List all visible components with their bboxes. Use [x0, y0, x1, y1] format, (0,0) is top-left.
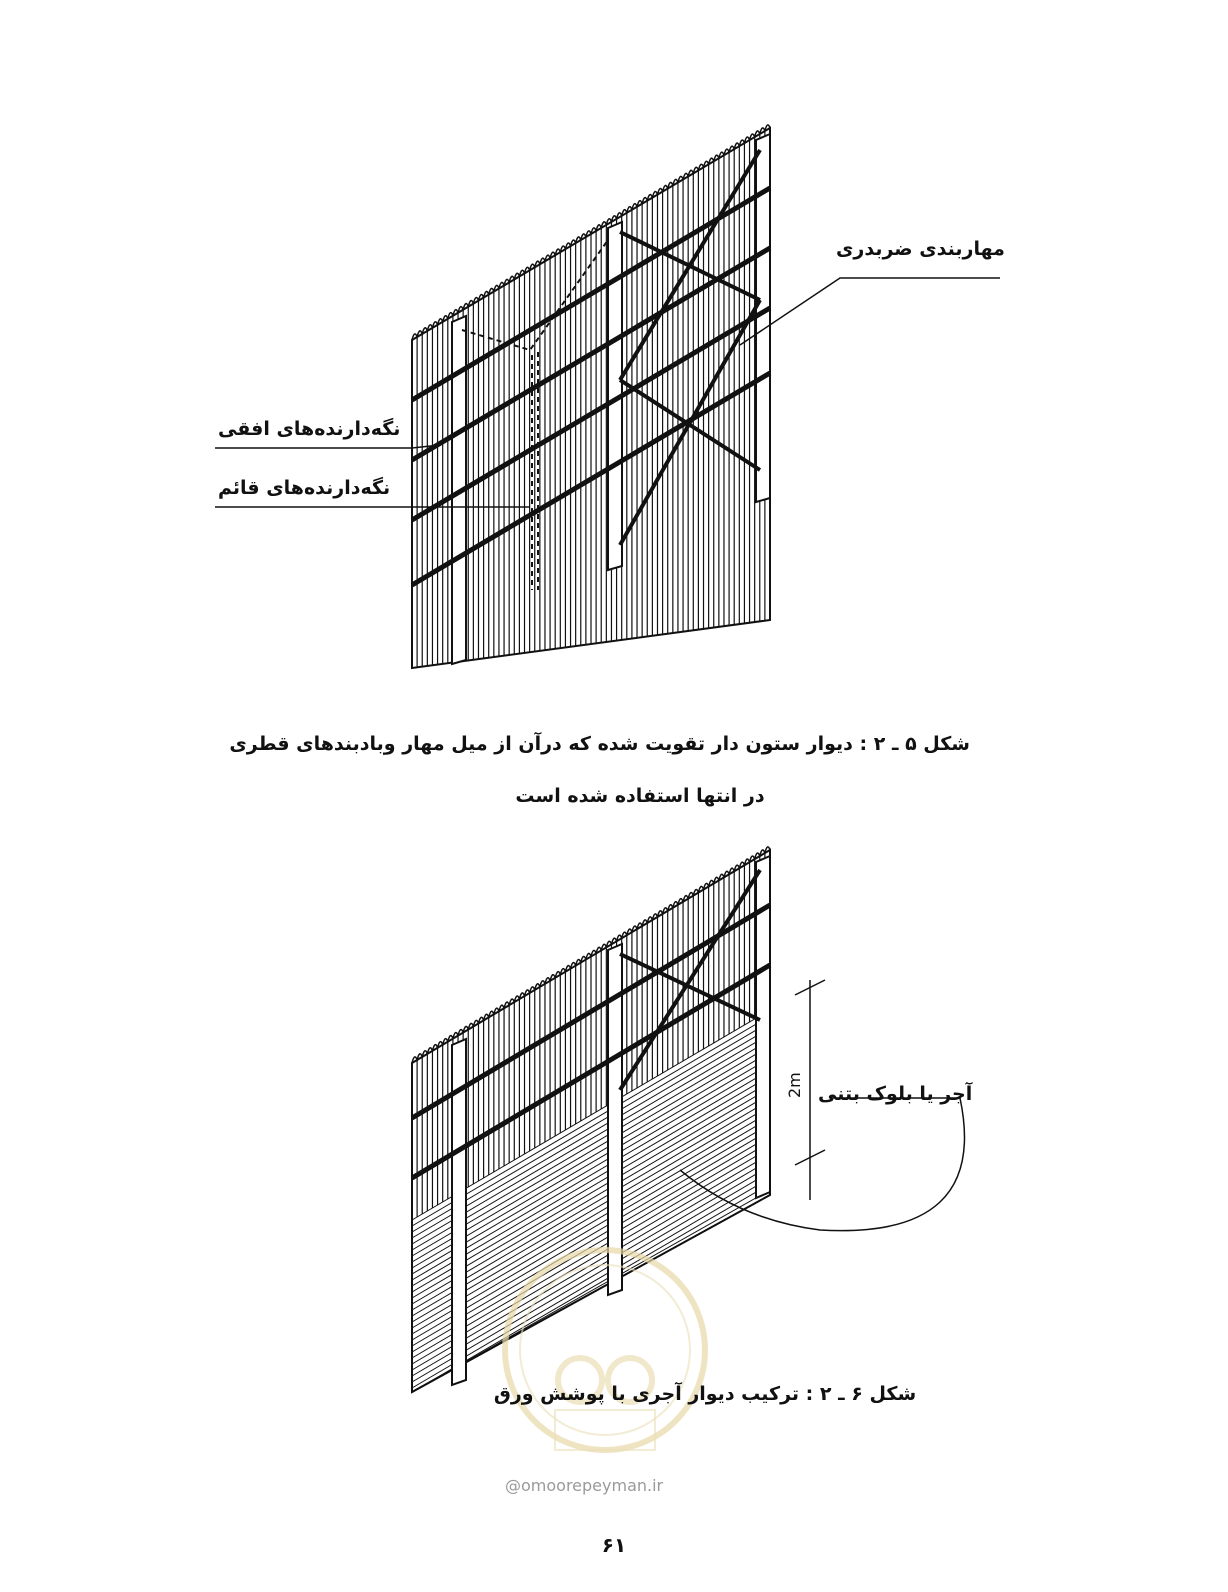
page-number: ۶۱ [601, 1533, 627, 1557]
label-vertical-supports: نگه‌دارنده‌های قائم [218, 477, 391, 499]
label-brick-or-block: آجر یا بلوک بتنی [818, 1083, 973, 1105]
watermark-site-text: @omoorepeyman.ir [505, 1476, 664, 1495]
watermark-seal-icon [495, 1230, 715, 1470]
figure-2-caption: شکل ۶ ـ ۲ : ترکیب دیوار آجری با پوشش ورق [493, 1383, 917, 1405]
figure-1-caption-line-1: شکل ۵ ـ ۲ : دیوار ستون دار تقویت شده که درآن از میل مهار وبادبندهای قطری [229, 733, 970, 755]
sheet-ribs-1 [417, 131, 765, 667]
sheet-ribs-2 [417, 853, 765, 1217]
dimension-text: 2m [785, 1072, 804, 1098]
label-horizontal-supports: نگه‌دارنده‌های افقی [218, 418, 401, 440]
figure-1-caption-line-2: در انتها استفاده شده است [515, 785, 765, 807]
label-diagonal-bracing: مهاربندی ضربدری [836, 238, 1005, 260]
figure-1-diagram [0, 0, 1228, 700]
